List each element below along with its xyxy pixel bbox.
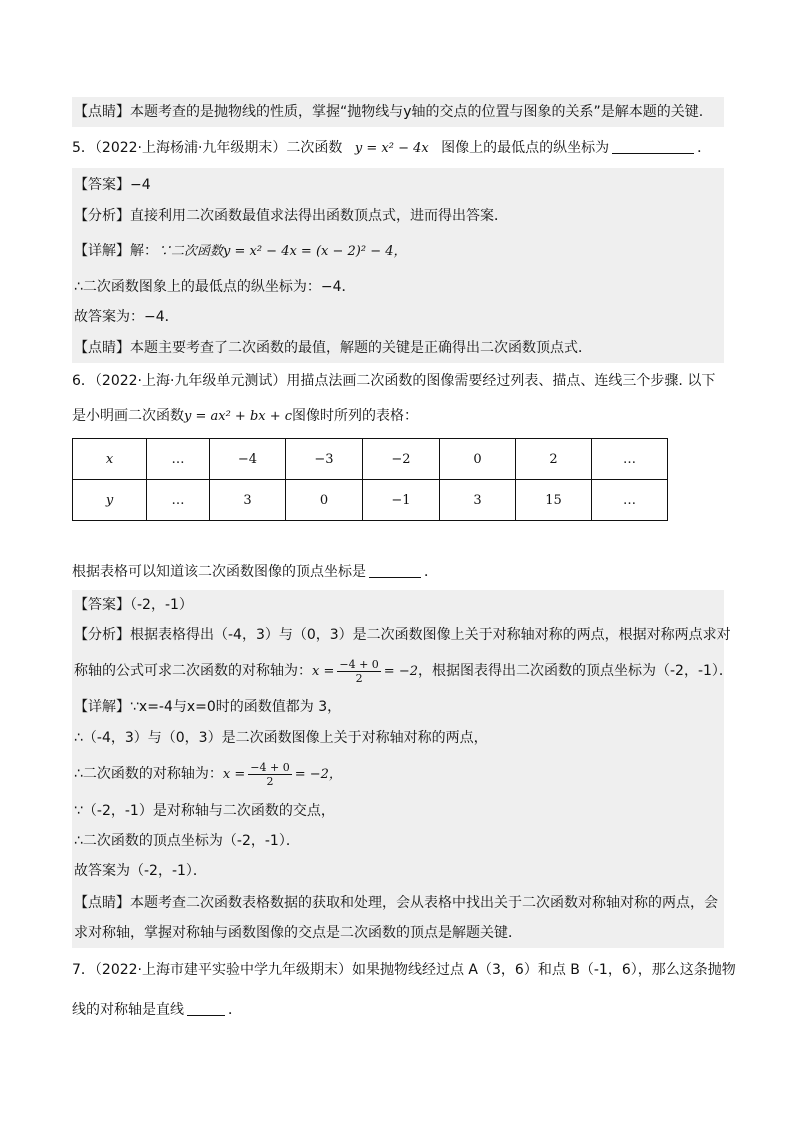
q6-analysis-line2: 称轴的公式可求二次函数的对称轴为：x = $\frac{-4 + 0}{2}$ = −2，根据图表得出二次函数的顶点坐标为（-2，-1）．	[72, 653, 724, 689]
table-cell: −1	[363, 480, 440, 521]
answer-blank	[369, 562, 421, 578]
q6-analysis-line1: 【分析】根据表格得出（-4，3）与（0，3）是二次函数图像上关于对称轴对称的两点，根据对称两点求对	[72, 620, 724, 650]
q6-answer: 【答案】（-2，-1）	[72, 590, 724, 620]
q6-question: 根据表格可以知道该二次函数图像的顶点坐标是 ．	[72, 564, 438, 580]
q6-detail-line2: ∴（-4，3）与（0，3）是二次函数图像上关于对称轴对称的两点，	[72, 723, 724, 753]
q5-answer: 【答案】−4	[72, 170, 724, 200]
q6-solution	[72, 590, 733, 948]
table-cell: 0	[440, 439, 516, 480]
q5-conclusion: ∴二次函数图象上的最低点的纵坐标为：−4．	[72, 272, 724, 302]
q5-analysis: 【分析】直接利用二次函数最值求法得出函数顶点式，进而得出答案．	[72, 201, 724, 231]
q6-stem-line2: 是小明画二次函数y = ax² + bx + c图像时所列的表格：	[72, 408, 419, 424]
table-cell: 0	[286, 480, 363, 521]
q5-stem: 5．（2022·上海杨浦·九年级期末）二次函数 y = x² − 4x 图像上的最低点的纵坐标为 ．	[72, 140, 712, 156]
table-cell: 2	[516, 439, 592, 480]
fraction: $\frac{-4 + 0}{2}$	[339, 657, 379, 685]
q6-detail-line1: 【详解】∵x=-4与x=0时的函数值都为 3，	[72, 692, 724, 722]
table-cell: 3	[210, 480, 286, 521]
q6-detail-line3: ∴二次函数的对称轴为：x = $\frac{-4 + 0}{2}$ = −2，	[72, 756, 724, 792]
q6-detail-line6: 故答案为（-2，-1）．	[72, 856, 724, 886]
q5-detail: 【详解】解：∵二次函数y = x² − 4x = (x − 2)² − 4，	[72, 236, 724, 266]
q6-stem-line1: 6．（2022·上海·九年级单元测试）用描点法画二次函数的图像需要经过列表、描点、连线三个步骤. 以下	[72, 373, 716, 389]
table-row-y	[73, 480, 668, 521]
q6-formula: y = ax² + bx + c	[184, 409, 293, 424]
value-table	[72, 438, 668, 521]
table-cell: −2	[363, 439, 440, 480]
q6-dianjing-line2: 求对称轴，掌握对称轴与函数图像的交点是二次函数的顶点是解题关键．	[72, 918, 724, 948]
q5-final: 故答案为：−4．	[72, 302, 724, 332]
q5-formula: y = x² − 4x	[354, 141, 429, 156]
fraction: $\frac{-4 + 0}{2}$	[250, 760, 290, 788]
table-cell: …	[147, 439, 210, 480]
q6-detail-line5: ∴二次函数的顶点坐标为（-2，-1）．	[72, 826, 724, 856]
table-cell: y	[73, 480, 147, 521]
table-cell: −3	[286, 439, 363, 480]
q6-detail-line4: ∵（-2，-1）是对称轴与二次函数的交点，	[72, 796, 724, 826]
q6-dianjing-line1: 【点睛】本题考查二次函数表格数据的获取和处理，会从表格中找出关于二次函数对称轴对称的两点，会	[72, 888, 724, 918]
table-cell: x	[73, 439, 147, 480]
q5-solution	[72, 168, 724, 360]
table-cell: …	[592, 439, 668, 480]
q4-dianjing: 【点睛】本题考查的是抛物线的性质，掌握“抛物线与y轴的交点的位置与图象的关系”是解本题的关键.	[72, 97, 724, 127]
table-cell: 3	[440, 480, 516, 521]
table-row-x	[73, 439, 668, 480]
q7-stem-line2: 线的对称轴是直线 ．	[72, 1002, 242, 1018]
table-cell: 15	[516, 480, 592, 521]
table-cell: …	[147, 480, 210, 521]
table-cell: …	[592, 480, 668, 521]
q7-stem-line1: 7．（2022·上海市建平实验中学九年级期末）如果抛物线经过点 A（3，6）和点 B（-1，6），那么这条抛物	[72, 962, 736, 978]
answer-blank	[187, 1000, 225, 1016]
answer-blank	[612, 138, 694, 154]
q5-dianjing: 【点睛】本题主要考查了二次函数的最值，解题的关键是正确得出二次函数顶点式．	[72, 333, 724, 363]
table-cell: −4	[210, 439, 286, 480]
